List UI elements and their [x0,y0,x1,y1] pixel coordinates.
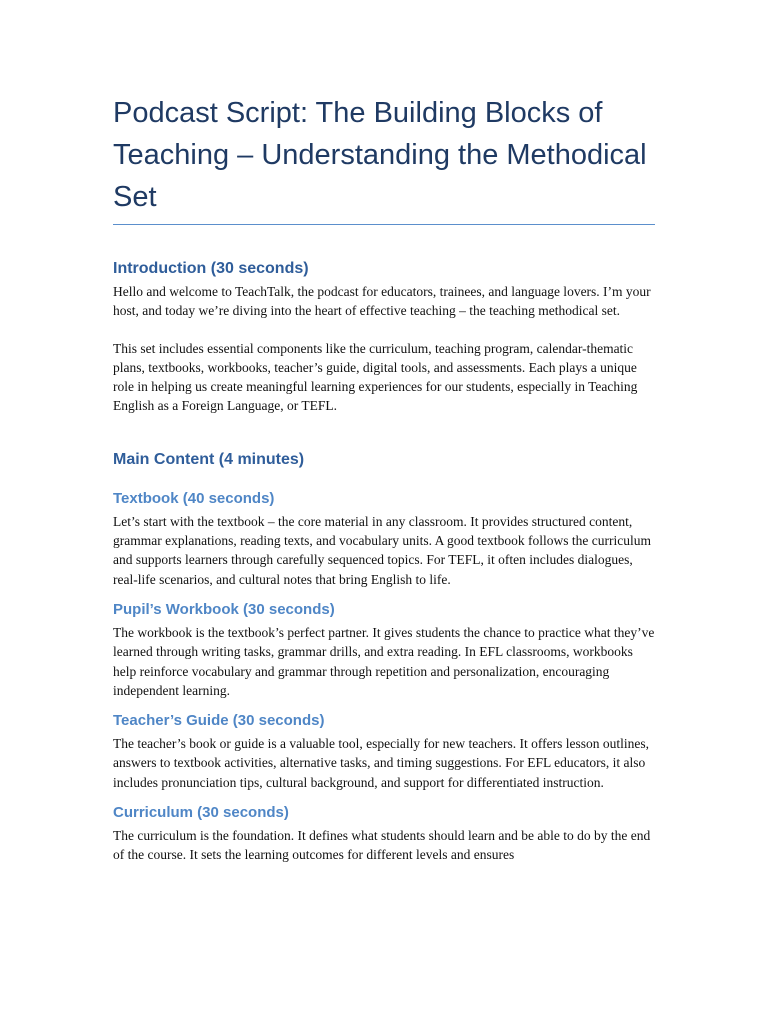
textbook-heading: Textbook (40 seconds) [113,489,275,507]
introduction-paragraph-2: This set includes essential components like the curriculum, teaching program, calendar-thematic plans, textbooks, workbooks, teacher’s guide, digital tools, and assessments. Each plays a unique role in helping us create meaningful learning experiences for our students, especially in Teaching English as a Foreign Language, or TEFL. [113,340,638,414]
introduction-heading: Introduction (30 seconds) [113,260,309,277]
workbook-paragraph: The workbook is the textbook’s perfect partner. It gives students the chance to practice what they’ve learned through writing tasks, grammar drills, and extra reading. In EFL classrooms, workbooks help reinforce vocabulary and grammar through repetition and personalization, encouraging independent learning. [113,624,655,698]
document-title: Podcast Script: The Building Blocks of Teaching – Understanding the Methodical Set [113,97,647,213]
workbook-heading: Pupil’s Workbook (30 seconds) [113,600,335,618]
teachers-guide-paragraph: The teacher’s book or guide is a valuable tool, especially for new teachers. It offers lesson outlines, answers to textbook activities, alternative tasks, and timing suggestions. For EFL educators, it also includes pronunciation tips, cultural background, and support for differentiated instruction. [113,736,649,790]
main-content-heading: Main Content (4 minutes) [113,450,305,468]
title-underline [113,224,655,225]
teachers-guide-heading: Teacher’s Guide (30 seconds) [113,712,325,730]
textbook-paragraph: Let’s start with the textbook – the core material in any classroom. It provides structured content, grammar explanations, reading texts, and vocabulary units. A good textbook follows the curriculum and supports learners through carefully sequenced topics. For TEFL, it often includes dialogues, real-life scenarios, and cultural notes that bring English to life. [113,513,652,587]
curriculum-heading: Curriculum (30 seconds) [113,804,289,822]
introduction-paragraph-1: Hello and welcome to TeachTalk, the podcast for educators, trainees, and language lovers. I’m your host, and today we’re diving into the heart of effective teaching – the teaching methodical set. [113,284,651,319]
curriculum-paragraph: The curriculum is the foundation. It defines what students should learn and be able to do by the end of the course. It sets the learning outcomes for different levels and ensures [113,828,651,863]
